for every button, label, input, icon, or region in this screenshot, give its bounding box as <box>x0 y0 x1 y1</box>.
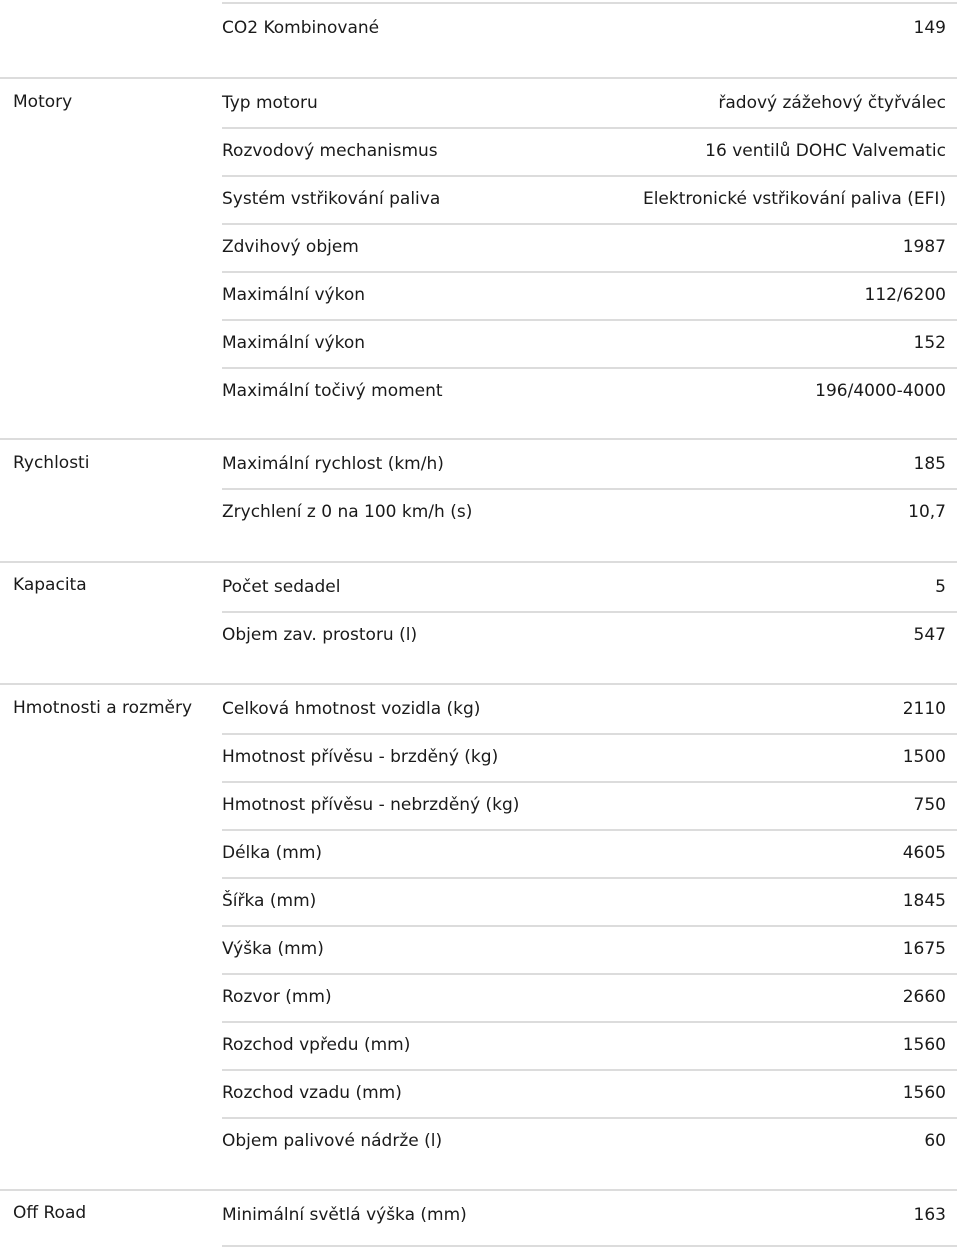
spec-row <box>222 1117 957 1165</box>
spec-row <box>222 319 957 367</box>
spec-value: 750 <box>913 795 946 815</box>
spec-label: Maximální výkon <box>222 285 366 305</box>
spec-value: 1500 <box>902 747 946 767</box>
section-label-hmotnosti: Hmotnosti a rozměry <box>13 698 193 718</box>
spec-label: Objem palivové nádrže (l) <box>222 1131 443 1151</box>
spec-value: 1675 <box>902 939 946 959</box>
spec-label: Šířka (mm) <box>222 891 317 911</box>
spec-row <box>222 271 957 319</box>
spec-label: Délka (mm) <box>222 843 323 863</box>
spec-label: Hmotnost přívěsu - brzděný (kg) <box>222 747 499 767</box>
spec-label: Rozvodový mechanismus <box>222 141 438 161</box>
spec-label: Rozchod vzadu (mm) <box>222 1083 402 1103</box>
spec-row <box>222 685 957 733</box>
spec-row <box>222 877 957 925</box>
spec-row <box>222 1069 957 1117</box>
spec-label: Maximální rychlost (km/h) <box>222 454 444 474</box>
section-label-rychlosti: Rychlosti <box>13 453 90 473</box>
spec-label: Zrychlení z 0 na 100 km/h (s) <box>222 502 473 522</box>
spec-label: Hmotnost přívěsu - nebrzděný (kg) <box>222 795 520 815</box>
spec-value: 16 ventilů DOHC Valvematic <box>705 141 946 161</box>
section-label-motory: Motory <box>13 92 73 112</box>
spec-label: Počet sedadel <box>222 577 341 597</box>
spec-label: Systém vstřikování paliva <box>222 189 441 209</box>
spec-value: Elektronické vstřikování paliva (EFI) <box>642 189 946 209</box>
row-divider <box>222 2 957 4</box>
spec-value: 163 <box>913 1205 946 1225</box>
spec-value: 149 <box>913 18 946 38</box>
spec-value: 185 <box>913 454 946 474</box>
spec-value: 1987 <box>902 237 946 257</box>
spec-label: Rozvor (mm) <box>222 987 332 1007</box>
spec-label: Objem zav. prostoru (l) <box>222 625 418 645</box>
spec-row <box>222 925 957 973</box>
spec-value: 196/4000-4000 <box>815 381 946 401</box>
spec-label: Rozchod vpředu (mm) <box>222 1035 411 1055</box>
spec-value: 4605 <box>902 843 946 863</box>
spec-row-co2 <box>222 4 957 52</box>
spec-row <box>222 781 957 829</box>
spec-value: 5 <box>935 577 946 597</box>
spec-row <box>222 127 957 175</box>
spec-label: Výška (mm) <box>222 939 324 959</box>
spec-label: Maximální točivý moment <box>222 381 443 401</box>
spec-value: 547 <box>913 625 946 645</box>
spec-row <box>222 563 957 611</box>
spec-row <box>222 733 957 781</box>
spec-row <box>222 1191 957 1239</box>
spec-row <box>222 611 957 659</box>
spec-label: CO2 Kombinované <box>222 18 380 38</box>
spec-row <box>222 223 957 271</box>
spec-row <box>222 79 957 127</box>
spec-label: Maximální výkon <box>222 333 366 353</box>
spec-value: 1560 <box>902 1083 946 1103</box>
spec-row <box>222 973 957 1021</box>
spec-value: 1560 <box>902 1035 946 1055</box>
spec-value: 1845 <box>902 891 946 911</box>
spec-row <box>222 829 957 877</box>
section-label-off-road: Off Road <box>13 1203 87 1223</box>
spec-value: 112/6200 <box>864 285 946 305</box>
spec-value: 152 <box>913 333 946 353</box>
spec-row <box>222 367 957 415</box>
spec-row <box>222 1021 957 1069</box>
spec-label: Celková hmotnost vozidla (kg) <box>222 699 481 719</box>
spec-label: Minimální světlá výška (mm) <box>222 1205 467 1225</box>
spec-row <box>222 440 957 488</box>
spec-value: 10,7 <box>908 502 946 522</box>
spec-value: 2660 <box>902 987 946 1007</box>
spec-label: Zdvihový objem <box>222 237 359 257</box>
spec-value: řadový zážehový čtyřválec <box>718 93 946 113</box>
spec-row <box>222 175 957 223</box>
spec-value: 2110 <box>902 699 946 719</box>
spec-value: 60 <box>924 1131 946 1151</box>
spec-row <box>222 488 957 536</box>
section-label-kapacita: Kapacita <box>13 575 87 595</box>
spec-label: Typ motoru <box>222 93 318 113</box>
